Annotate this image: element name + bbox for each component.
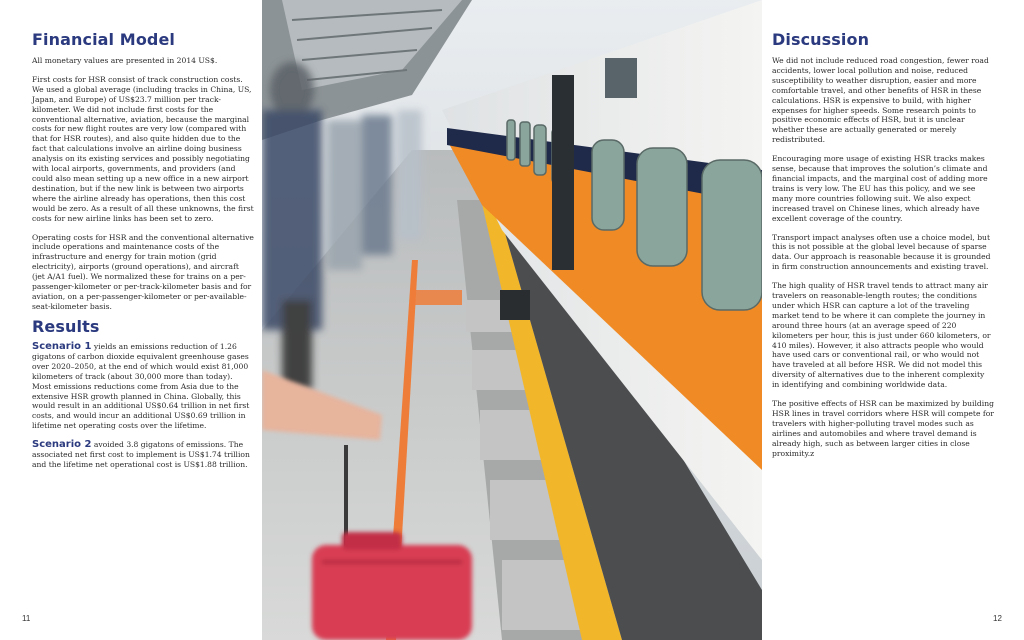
results-body	[32, 342, 254, 479]
discussion-body	[772, 56, 994, 468]
discussion-paragraph: Transport impact analyses often use a choice model, but this is not possible at the global level because of sparse data. Our approach is reasonable because it is grounded in firm construction announcements and existing travel.	[772, 232, 991, 272]
photo-illustration	[262, 0, 762, 640]
results-heading: Results	[32, 317, 100, 336]
discussion-paragraph: The high quality of HSR travel tends to attract many air travelers on reasonable-length routes; the conditions under which HSR can capture a lot of the traveling market tend to be where it can complete the journey in around three hours (at an average speed of 220 kilometers per hour, this is just under 660 kilometers, or 410 miles). However, it also attracts people who would have used cars or conventional rail, or who would not have traveled at all before HSR. We did not model this diversity of alternatives due to the inherent complexity in identifying and combining worldwide data.	[772, 281, 991, 390]
scenario-1-text: yields an emissions reduction of 1.26 gigatons of carbon dioxide equivalent greenhouse gases over 2020–2050, at the end of which would exist 81,000 kilometers of track (about 30,000 more than today). Most emissions reductions come from Asia due to the extensive HSR growth planned in China. Globally, this would result in an additional US$0.64 trillion in net first costs, and would incur an additional US$0.69 trillion in lifetime net operating costs over the lifetime.	[32, 342, 250, 431]
scenario-1-label: Scenario 1	[32, 341, 92, 352]
scenario-1-paragraph	[32, 342, 254, 431]
financial-paragraph: All monetary values are presented in 2014 US$.	[32, 56, 218, 65]
discussion-heading: Discussion	[772, 30, 870, 49]
scenario-2-paragraph	[32, 440, 254, 470]
financial-paragraph: Operating costs for HSR and the conventional alternative include operations and maintenance costs of the infrastructure and energy for train motion (grid electricity), airports (ground operations), and aircraft (jet A/A1 fuel). We normalized these for trains on a per-passenger-kilometer or per-track-kilometer basis and for aviation, on a per-passenger-kilometer or per-available-seat-kilometer basis.	[32, 232, 254, 311]
page-number-left: 11	[22, 614, 31, 623]
discussion-paragraph: The positive effects of HSR can be maximized by building HSR lines in travel corridors where HSR will compete for travelers with higher-polluting travel modes such as airlines and automobiles and where travel demand is already high, such as between larger cities in close proximity.z	[772, 399, 994, 458]
page-number-right: 12	[993, 614, 1002, 623]
financial-paragraph: First costs for HSR consist of track construction costs. We used a global average (including tracks in China, US, Japan, and Europe) of US$23.7 million per track-kilometer. We did not include first costs for the conventional alternative, aviation, because the marginal costs for new flight routes are very low (compared with that for HSR routes), and also quite hidden due to the fact that calculations involve an airline doing business analysis on its existing services and possibly negotiating with local airports, governments, and providers (and could also mean setting up a new office in a new airport destination, but if the new link is between two airports where the airline already has operations, then this cost would be zero. As a result of all these unknowns, the first costs for new airline links has been set to zero.	[32, 74, 254, 223]
financial-model-body	[32, 56, 254, 321]
financial-model-heading: Financial Model	[32, 30, 176, 49]
train-platform-photo	[262, 0, 762, 640]
discussion-paragraph: We did not include reduced road congestion, fewer road accidents, lower local pollution and noise, reduced susceptibility to weather disruption, easier and more comfortable travel, and other benefits of HSR in these calculations. HSR is expensive to build, with higher expenses for higher speeds. Some research points to positive economic effects of HSR, but it is unclear whether these are actually generated or merely redistributed.	[772, 56, 989, 145]
scenario-2-label: Scenario 2	[32, 439, 92, 451]
scenario-2-text: avoided 3.8 gigatons of emissions. The associated net first cost to implement is US$1.74 trillion and the lifetime net operational cost is US$1.88 trillion.	[32, 440, 250, 469]
discussion-paragraph: Encouraging more usage of existing HSR tracks makes sense, because that improves the solution’s climate and financial impacts, and the marginal cost of adding more trains is very low. The EU has this policy, and we see many more countries following suit. We also expect increased travel on Chinese lines, which already have excellent coverage of the country.	[772, 154, 988, 223]
